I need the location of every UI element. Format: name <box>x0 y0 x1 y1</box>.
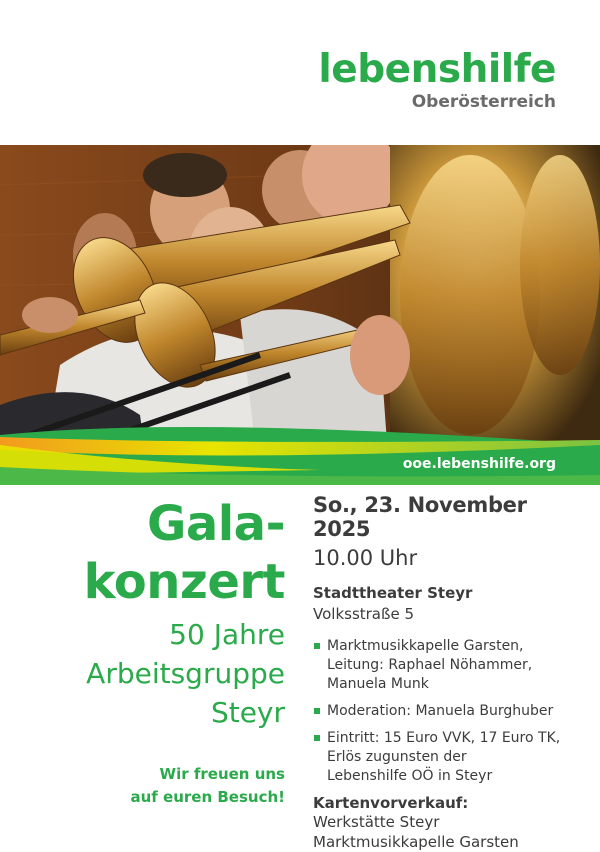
event-title-line2: konzert <box>83 554 285 610</box>
presale-location: Werkstätte Steyr <box>313 813 440 831</box>
logo-region: Oberösterreich <box>411 92 556 112</box>
logo-name: lebenshilfe <box>318 47 556 92</box>
event-subtitle-line2: Arbeitsgruppe <box>86 657 285 690</box>
event-address: Volksstraße 5 <box>313 605 414 623</box>
event-time: 10.00 Uhr <box>313 546 418 570</box>
list-item <box>313 637 583 694</box>
detail-line: Erlös zugunsten der <box>327 749 467 765</box>
presale-location: Marktmusikkapelle Garsten <box>313 833 519 851</box>
detail-line: Leitung: Raphael Nöhammer, <box>327 657 533 673</box>
event-date: So., 23. November 2025 <box>313 493 527 541</box>
event-subtitle-line3: Steyr <box>210 696 285 729</box>
event-title-block <box>84 495 285 728</box>
detail-line: Marktmusikkapelle Garsten, <box>327 638 524 654</box>
event-title-line1: Gala- <box>146 496 285 552</box>
bullet-square-icon <box>314 708 320 714</box>
detail-line: Manuela Munk <box>327 676 429 692</box>
welcome-line2: auf euren Besuch! <box>130 788 285 806</box>
bullet-square-icon <box>314 643 320 649</box>
detail-line: Moderation: Manuela Burghuber <box>327 703 554 719</box>
presale-title: Kartenvorverkauf: <box>313 794 469 812</box>
event-subtitle-line1: 50 Jahre <box>169 618 285 651</box>
lebenshilfe-logo <box>318 47 556 112</box>
list-item <box>313 729 583 786</box>
welcome-message <box>131 763 286 809</box>
details-list <box>313 637 583 786</box>
welcome-line1: Wir freuen uns <box>159 765 285 783</box>
brass-band-photo <box>0 145 600 485</box>
event-details <box>313 493 583 852</box>
bullet-square-icon <box>314 735 320 741</box>
detail-line: Eintritt: 15 Euro VVK, 17 Euro TK, <box>327 730 561 746</box>
detail-line: Lebenshilfe OÖ in Steyr <box>327 768 493 784</box>
event-venue: Stadttheater Steyr <box>313 584 473 602</box>
list-item <box>313 702 583 721</box>
website-url: ooe.lebenshilfe.org <box>402 456 556 472</box>
